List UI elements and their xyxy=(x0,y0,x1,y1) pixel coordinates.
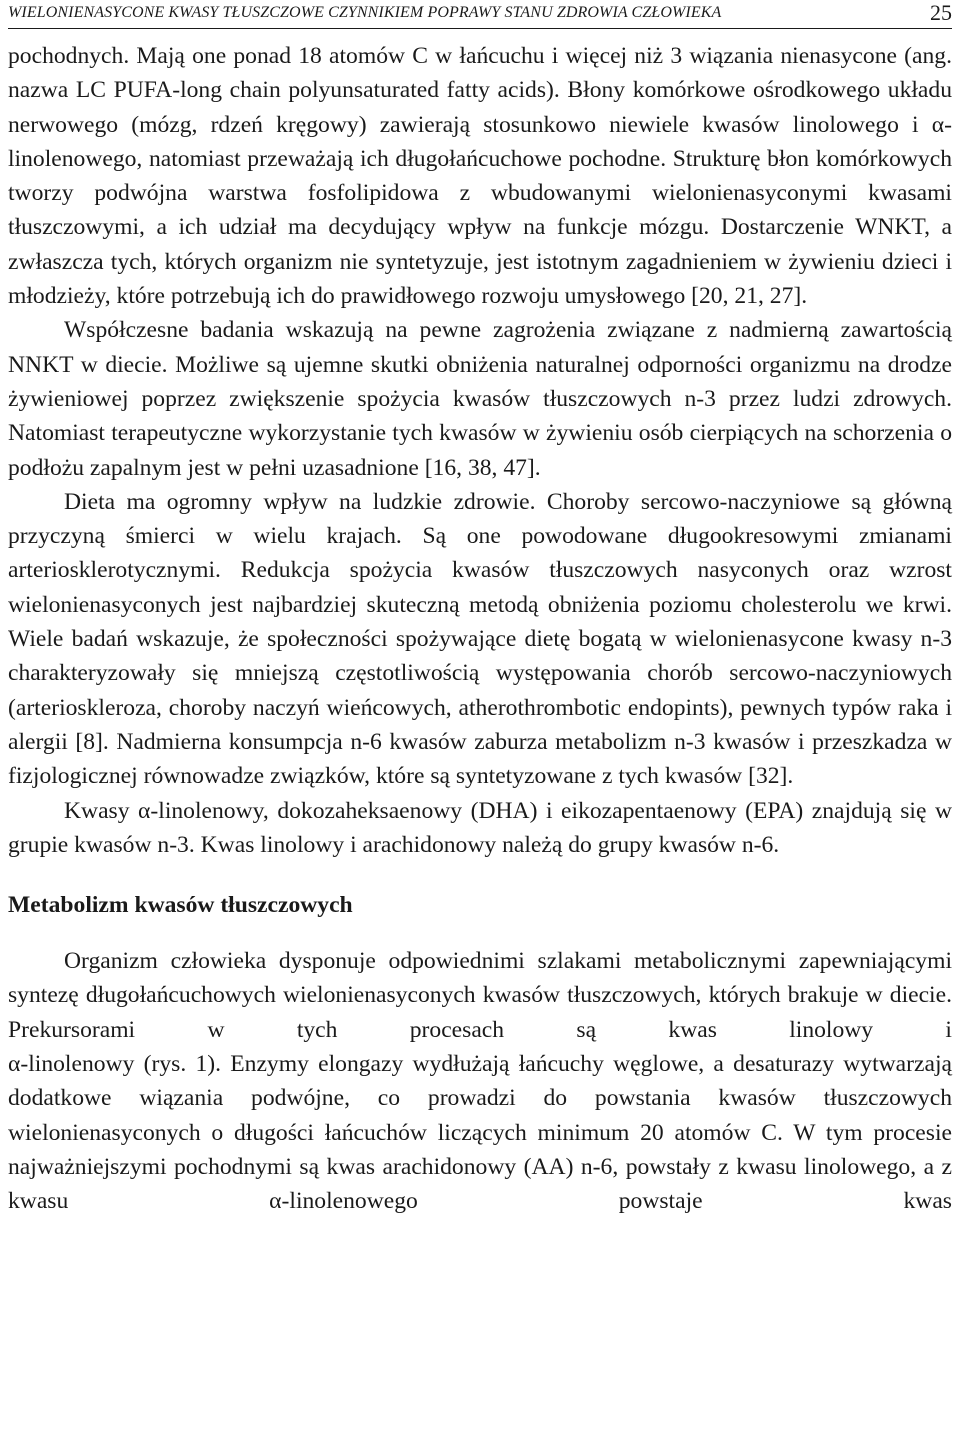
paragraph-nnkt: Współczesne badania wskazują na pewne zagrożenia związane z nadmierną zawartością NNKT w diecie. Możliwe są ujemne skutki obniżenia naturalnej odporności organizmu na drodze żywieniowej poprzez zwiększenie spożycia kwasów tłuszczowych n-3 przez ludzi zdrowych. Natomiast terapeutyczne wykorzystanie tych kwasów w żywieniu osób cierpiących na schorzenia o podłożu zapalnym jest w pełni uzasadnione [16, 38, 47]. xyxy=(8,317,952,481)
paragraph-continuation: pochodnych. Mają one ponad 18 atomów C w łańcuchu i więcej niż 3 wiązania nienasycone (ang. nazwa LC PUFA-long chain polyunsaturated fatty acids). Błony komórkowe ośrodkowego układu nerwowego (mózg, rdzeń kręgowy) zawierają stosunkowo niewiele kwasów linolowego i α-linolenowego, natomiast przeważają ich długołańcuchowe pochodne. Strukturę błon komórkowych tworzy podwójna warstwa fosfolipidowa z wbudowanymi wielonienasyconymi kwasami tłuszczowymi, a ich udział ma decydujący wpływ na funkcje mózgu. Dostarczenie WNKT, a zwłaszcza tych, których organizm nie syntetyzuje, jest istotnym zagadnieniem w żywieniu dzieci i młodzieży, które potrzebują ich do prawidłowego rozwoju umysłowego [20, 21, 27]. xyxy=(8,43,952,310)
page-number: 25 xyxy=(930,0,952,25)
paragraph-metabolism-part1: Organizm człowieka dysponuje odpowiednimi szlakami metabolicznymi zapewniającymi syntezę długołańcuchowych wielonienasyconych kwasów tłuszczowych, których brakuje w diecie. Prekursorami w tych procesach są kwas linolowy i xyxy=(8,948,952,1043)
paragraph-metabolism-part2: α-linolenowy (rys. 1). Enzymy elongazy wydłużają łańcuchy węglowe, a desaturazy wytwarzają dodatkowe wiązania podwójne, co prowadzi do powstania kwasów tłuszczowych wielonienasyconych o długości łańcuchów liczących minimum 20 atomów C. W tym procesie najważniejszymi pochodnymi są kwas arachidonowy (AA) n-6, powstały z kwasu linolowego, a z kwasu α-linolenowego powstaje kwas xyxy=(8,1051,952,1215)
paragraph-n3-n6: Kwasy α-linolenowy, dokozaheksaenowy (DHA) i eikozapentaenowy (EPA) znajdują się w grupie kwasów n-3. Kwas linolowy i arachidonowy należą do grupy kwasów n-6. xyxy=(8,797,952,858)
section-heading: Metabolizm kwasów tłuszczowych xyxy=(8,892,353,919)
body-text xyxy=(8,39,952,1219)
running-header xyxy=(8,0,952,29)
paragraph-diet: Dieta ma ogromny wpływ na ludzkie zdrowie. Choroby sercowo-naczyniowe są główną przyczyną śmierci w wielu krajach. Są one powodowane długookresowymi zmianami arteriosklerotycznymi. Redukcja spożycia kwasów tłuszczowych nasyconych oraz wzrost wielonienasyconych jest najbardziej skuteczną metodą obniżenia poziomu cholesterolu we krwi. Wiele badań wskazuje, że społeczności spożywające dietę bogatą w wielonienasycone kwasy n-3 charakteryzowały się mniejszą częstotliwością występowania chorób sercowo-naczyniowych (arterioskleroza, choroby naczyń wieńcowych, atherothrombotic endopints), pewnych typów raka i alergii [8]. Nadmierna konsumpcja n-6 kwasów zaburza metabolizm n-3 kwasów i przeszkadza w fizjologicznej równowadze związków, które są syntetyzowane z tych kwasów [32]. xyxy=(8,488,952,790)
running-title: WIELONIENASYCONE KWASY TŁUSZCZOWE CZYNNIKIEM POPRAWY STANU ZDROWIA CZŁOWIEKA xyxy=(8,4,722,21)
document-page xyxy=(8,0,952,1219)
